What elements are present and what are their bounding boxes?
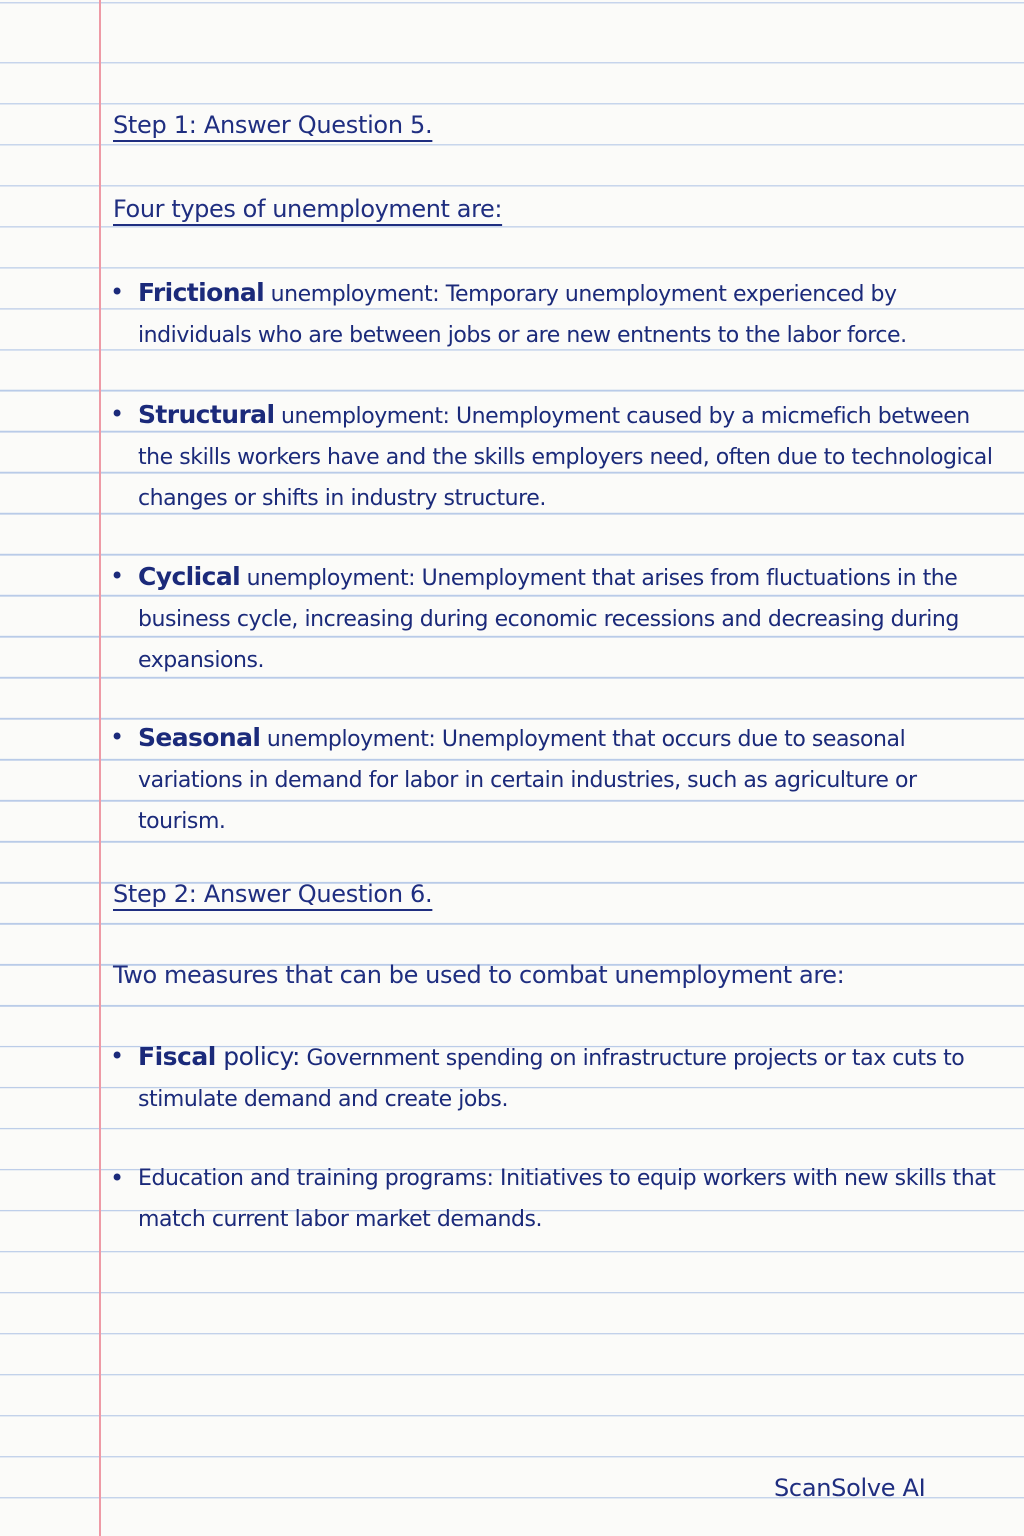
term-label <box>138 1042 300 1071</box>
bullet-icon: • <box>110 1164 125 1192</box>
term-suffix: unemployment: <box>260 727 436 752</box>
list-item-text <box>138 1036 1005 1120</box>
term-label: Education and training programs: <box>138 1166 494 1191</box>
list-item-text <box>138 1158 1005 1240</box>
term-label: Seasonal <box>138 723 261 752</box>
term-label: Cyclical <box>138 562 241 591</box>
term-word: Fiscal <box>138 1042 216 1071</box>
bullet-icon: • <box>110 278 125 306</box>
list-item-structural <box>110 394 1005 519</box>
term-suffix: policy: <box>215 1042 300 1071</box>
list-item-cyclical <box>110 556 1005 681</box>
step-2-heading: Step 2: Answer Question 6. <box>113 880 433 908</box>
term-definition: Government spending on infrastructure projects or tax cuts to stimulate demand and create jobs. <box>138 1046 965 1112</box>
term-label: Frictional <box>138 278 265 307</box>
term-definition: Temporary unemployment experienced by individuals who are between jobs or are new entnents to the labor force. <box>138 282 907 348</box>
term-suffix: unemployment: <box>274 404 450 429</box>
list-item-text <box>138 556 1005 681</box>
bullet-icon: • <box>110 723 125 751</box>
list-item-seasonal <box>110 717 1005 842</box>
term-definition: Unemployment caused by a micmefich between the skills workers have and the skills employers need, often due to technological changes or shifts in industry structure. <box>138 404 993 511</box>
term-definition: Unemployment that occurs due to seasonal variations in demand for labor in certain industries, such as agriculture or tourism. <box>138 727 917 834</box>
list-item-text <box>138 272 1005 356</box>
bullet-icon: • <box>110 562 125 590</box>
list-item-text <box>138 394 1005 519</box>
list-item-frictional <box>110 272 1005 356</box>
term-definition: Initiatives to equip workers with new skills that match current labor market demands. <box>138 1166 996 1232</box>
list-item-education-training <box>110 1158 1005 1240</box>
bullet-icon: • <box>110 1042 125 1070</box>
term-suffix: unemployment: <box>240 566 416 591</box>
term-label: Structural <box>138 400 275 429</box>
list-item-text <box>138 717 1005 842</box>
step-2-intro: Two measures that can be used to combat unemployment are: <box>113 961 845 989</box>
step-1-intro: Four types of unemployment are: <box>113 195 503 223</box>
step-1-heading: Step 1: Answer Question 5. <box>113 111 433 139</box>
scansolve-watermark: ScanSolve AI <box>774 1474 926 1502</box>
term-definition: Unemployment that arises from fluctuations in the business cycle, increasing during economic recessions and decreasing during expansions. <box>138 566 959 673</box>
term-suffix: unemployment: <box>264 282 440 307</box>
bullet-icon: • <box>110 400 125 428</box>
list-item-fiscal-policy <box>110 1036 1005 1120</box>
